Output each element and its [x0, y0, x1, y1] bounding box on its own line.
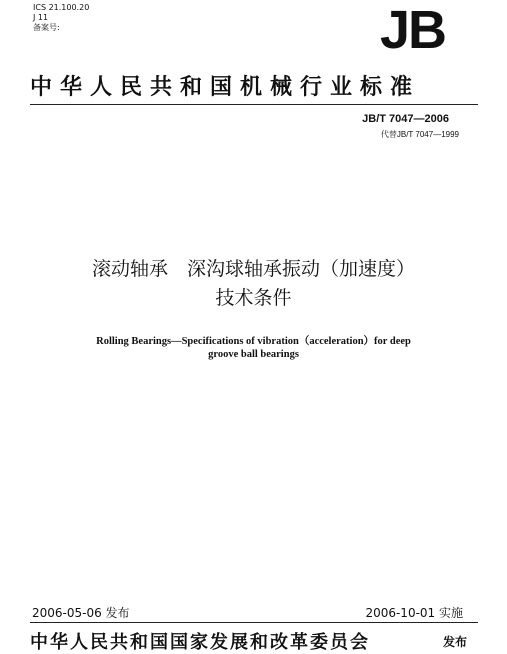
issue-date: 2006-05-06 发布: [32, 606, 130, 620]
title-english-line1: Rolling Bearings—Specifications of vibration（acceleration）for deep: [96, 336, 411, 347]
title-english-line2: groove ball bearings: [208, 349, 299, 360]
footer-divider: [30, 622, 478, 623]
replaces-note: 代替JB/T 7047—1999: [380, 130, 459, 139]
issuer-suffix: 发布: [442, 635, 467, 649]
ics-code: ICS 21.100.20: [33, 3, 90, 12]
header-divider: [30, 104, 478, 105]
implementation-date: 2006-10-01 实施: [365, 606, 463, 620]
classification-block: [33, 3, 89, 33]
issuing-organization: 中华人民共和国国家发展和改革委员会: [30, 632, 370, 653]
standard-code: JB/T 7047—2006: [362, 113, 449, 125]
registration-label: 备案号:: [33, 23, 60, 32]
title-chinese-line2: 技术条件: [215, 287, 292, 309]
title-chinese-line1: 滚动轴承 深沟球轴承振动（加速度）: [91, 258, 415, 280]
class-code: J 11: [33, 13, 49, 22]
standard-name: 中华人民共和国机械行业标准: [30, 75, 421, 100]
jb-logo: JB: [379, 0, 445, 60]
